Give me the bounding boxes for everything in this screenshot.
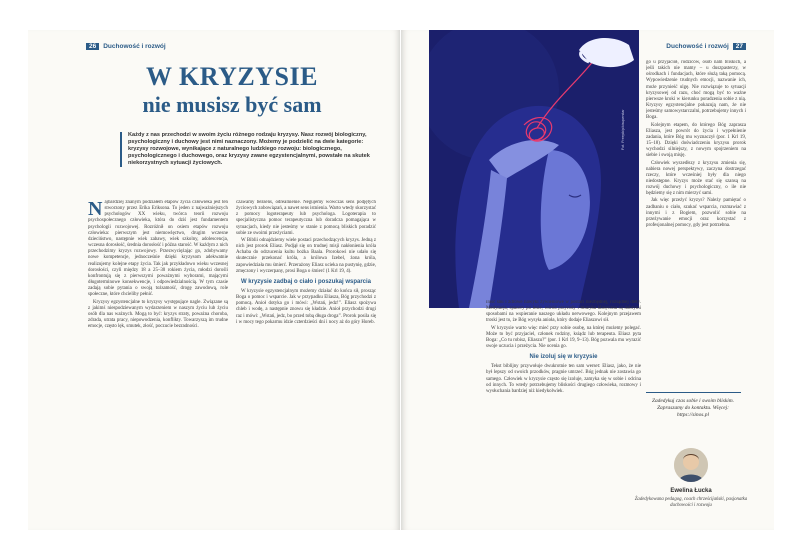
article-lead: Każdy z nas przechodzi w swoim życiu różnego rodzaju kryzysy. Nasz rozwój biologiczny, psychologiczny i duchowy jest nimi naznaczony. Możemy je podzielić na dwie kategorie: kryzysy rozwojowe, wynikające z naturalnego ludzkiego rozwoju: biologicznego, psychologicznego i duchowego, oraz kryzysy zwane egzystencjalnymi, powstałe na skutek niekorzystnych sytuacji życiowych. — [120, 132, 378, 167]
page-number-left: 26 — [86, 43, 99, 50]
text-column-4 — [646, 60, 746, 386]
subheading-body-support: W kryzysie zadbaj o ciało i poszukaj wsparcia — [240, 278, 372, 285]
photo-credit: Fot. Freepik/pikisuperstar — [621, 109, 625, 150]
text-column-2 — [236, 200, 376, 520]
article-title-line2: nie musisz być sam — [142, 92, 322, 117]
right-page — [401, 30, 774, 530]
col4-paragraph-3: Człowiek wyszedłszy z kryzysu zmienia się, nabiera nowej perspektywy, zaczyna dostrzegać rzeczy, które wcześniej były dla niego niedostępne. Kryzys może stać się szansą na rozwój duchowy i psychologiczny, o ile nie będziemy się z nim mierzyć sami. — [646, 160, 746, 197]
author-role: Żadedykowana pedagog, coach chrześcijański, pasjonatka duchowości i rozwoju — [634, 497, 748, 508]
section-label-right: Duchowość i rozwój — [666, 43, 729, 50]
author-name: Ewelina Łucka — [670, 488, 712, 494]
col4-paragraph-4: Jak więc przeżyć kryzys? Należy pamiętać o zadbaniu o ciało, szukać wsparcia, rozmawiać z innymi i z Bogiem, pozwolić sobie na przeżywanie emocji oraz korzystać z profesjonalnej pomocy, gdy jest potrzebna. — [646, 198, 746, 229]
article-title-line1: W KRYZYSIE — [146, 62, 318, 91]
col2-paragraph-2: W Biblii odnajdziemy wiele postaci przechodzących kryzys. Jedną z nich jest prorok Eliasz. Podjął się on trudnej misji nakłonienia króla Achaba do odrzucenia kultu bożka Baala. Prorokowi nie udało się skutecznie przekonać króla, a królowa Izebel, żona króla, zapowiedziała mu śmierć. Przerażony Eliasz ucieka na pustynię, gdzie, zmęczony i wyczerpany, prosi Boga o śmierć (1 Krl 19, 4). — [236, 237, 376, 274]
col1-paragraph-2: Kryzysy egzystencjalne to kryzysy występujące nagle. Związane są z jakimś niespodziewanym wydarzeniem w naszym życiu lub życiu osób dla nas ważnych. Mogą to być: kryzys straty, poważna choroba, zdrada, utrata pracy, niepowodzenia, konflikty. Towarzyszą im trudne emocje, często lęk, smutek, złość, poczucie bezradności. — [88, 299, 228, 330]
author-avatar — [674, 448, 708, 482]
author-portrait-icon — [674, 448, 708, 482]
running-head-left — [86, 43, 166, 50]
col4-paragraph-2: Kolejnym etapem, do którego Bóg zaprasza Eliasza, jest powrót do życia i wypełnienie zadania, które Bóg mu wyznaczył (por. 1 Krl 19, 15–18). Dzięki doświadczeniu kryzysu prorok wychodzi silniejszy, z nowym spojrzeniem na siebie i swoją misję. — [646, 122, 746, 159]
col1-paragraph-1: ajbardziej znanym podziałem etapów życia człowieka jest ten stworzony przez Erika Eriksona. To jeden z najważniejszych psychologów XX wieku, twórca teorii rozwoju psychospołecznego człowieka, która do dziś jest fundamentem psychologii rozwojowej. Rozróżnił on osiem etapów rozwoju człowieka: pierwszym jest niemowlęctwo, drugim wczesne dzieciństwo, następnie wiek zabawy, wiek szkolny, adolescencja, wczesna dorosłość, średnia dorosłość i późna starość. W każdym z nich przechodzimy kryzys rozwojowy. Przezwyciężając go, zdobywamy nowe kompetencje, jednocześnie dzięki kryzysom adekwatnie realizujemy kolejne etapy życia. Tak jak przykładowo wieku wczesnej dorosłości, czyli między 18 a 25–30 rokiem życia, młodzi dorośli konfrontują się z pierwszymi poważnymi wyborami, mającymi długoterminowe konsekwencje, i odpowiedzialnością. W tym czasie zadają sobie pytania o swoją tożsamość, drogę zawodową, role społeczne, które chcieliby pełnić. — [88, 200, 228, 298]
col2-paragraph-1: czawamy bezsens, odrealnienie. Negujemy wówczas sens podjętych życiowych zobowiązań, a nawet sens istnienia. Warto wtedy skorzystać z pomocy logoterapeuty lub psychologa. Logoterapia to specjalistyczna pomoc terapeutyczna lub doradcza pomagająca w sytuacjach, kiedy nie jesteśmy w stanie z pomocą bliskich poradzić sobie ze swoimi przeżyciami. — [236, 200, 376, 236]
left-page — [28, 30, 400, 530]
text-column-1 — [88, 200, 228, 520]
col3-paragraph-2: W kryzysie warto więc mieć przy sobie osobę, na której możemy polegać. Może to być przyjaciel, członek rodziny, ksiądz lub terapeuta. Eliasz pyta Boga: „Co tu robisz, Eliaszu?” (por. 1 Krl 19, 9–13). Bóg pozwala mu wyrazić swoje uczucia i przeżycia. Nie ocenia go. — [486, 325, 641, 350]
col2-paragraph-3: W kryzysie egzystencjalnym możemy działać do końca sił, prosząc Boga o pomoc i wsparcie. Jak w przypadku Eliasza, Bóg przychodzi z pomocą. Anioł dotyka go i mówi: „Wstań, jedz!”. Eliasz spożywa chleb i wodę, a następnie znowu się kładzie. Anioł przychodzi drugi raz i mówi: „Wstań, jedz, bo przed tobą długa droga”. Prorok posila się i w mocy tego pokarmu idzie czterdzieści dni i nocy aż do góry Horeb. — [236, 288, 376, 325]
magazine-spread — [28, 30, 774, 530]
contact-callout: Zadedykuj czas sobie i swoim bliskim. Zapraszamy do kontaktu. Więcej: https://sinos.pl — [651, 398, 735, 418]
drop-cap: N — [88, 200, 103, 220]
woman-head-illustration — [429, 30, 639, 308]
col3-paragraph-3: Tekst biblijny przywołuje dwukrotnie ten sam werset: Eliasz, jako, że nie był lepszy od swoich przodków, pragnie umrzeć. Bóg jednak nie zostawia go samego. Człowiek w kryzysie często się izoluje, zamyka się w sobie i odcina od innych. To wtedy potrzebujemy bliskości drugiego człowieka, rozmowy i wysłuchania bardziej niż kiedykolwiek. — [486, 364, 641, 394]
subheading-no-isolation: Nie izoluj się w kryzysie — [529, 354, 598, 361]
col4-paragraph-1: go u przyjaciół, rodziców, osób nam bliskich, a jeśli takich nie mamy – u duszpasterzy, w ośrodkach i fundacjach, które służą taką pomocą. Wypowiedzenie trudnych emocji, nazwanie ich, może przynieść ulgę. Nie rozwiązuje to sytuacji kryzysowej od razu, choć mogą być to ważne pierwsze kroki w kierunku poradzenia sobie z nią. Kryzysy egzystencjalne pokazują nam, że nie jesteśmy samowystarczalni, potrzebujemy innych i Boga. — [646, 60, 746, 121]
running-head-right — [666, 43, 746, 50]
text-column-3 — [486, 300, 641, 522]
illustration-woman-in-crisis — [429, 30, 639, 308]
callout-divider — [646, 392, 741, 393]
col3-paragraph-1: ilość snu i zdrowe nawyki żywieniowe w postaci niezbędnej, rozsądnej diety. Medytacja, spacery po lesie, wśród przyrody i muzyka klasyczna są dobrymi sposobami na wspieranie naszego układu nerwowego. Kolejnym przejawem troski jest to, że Bóg wysyła anioła, który dodaje Eliaszowi sił. — [486, 300, 641, 324]
page-number-right: 27 — [733, 43, 746, 50]
section-label-left: Duchowość i rozwój — [103, 43, 166, 50]
